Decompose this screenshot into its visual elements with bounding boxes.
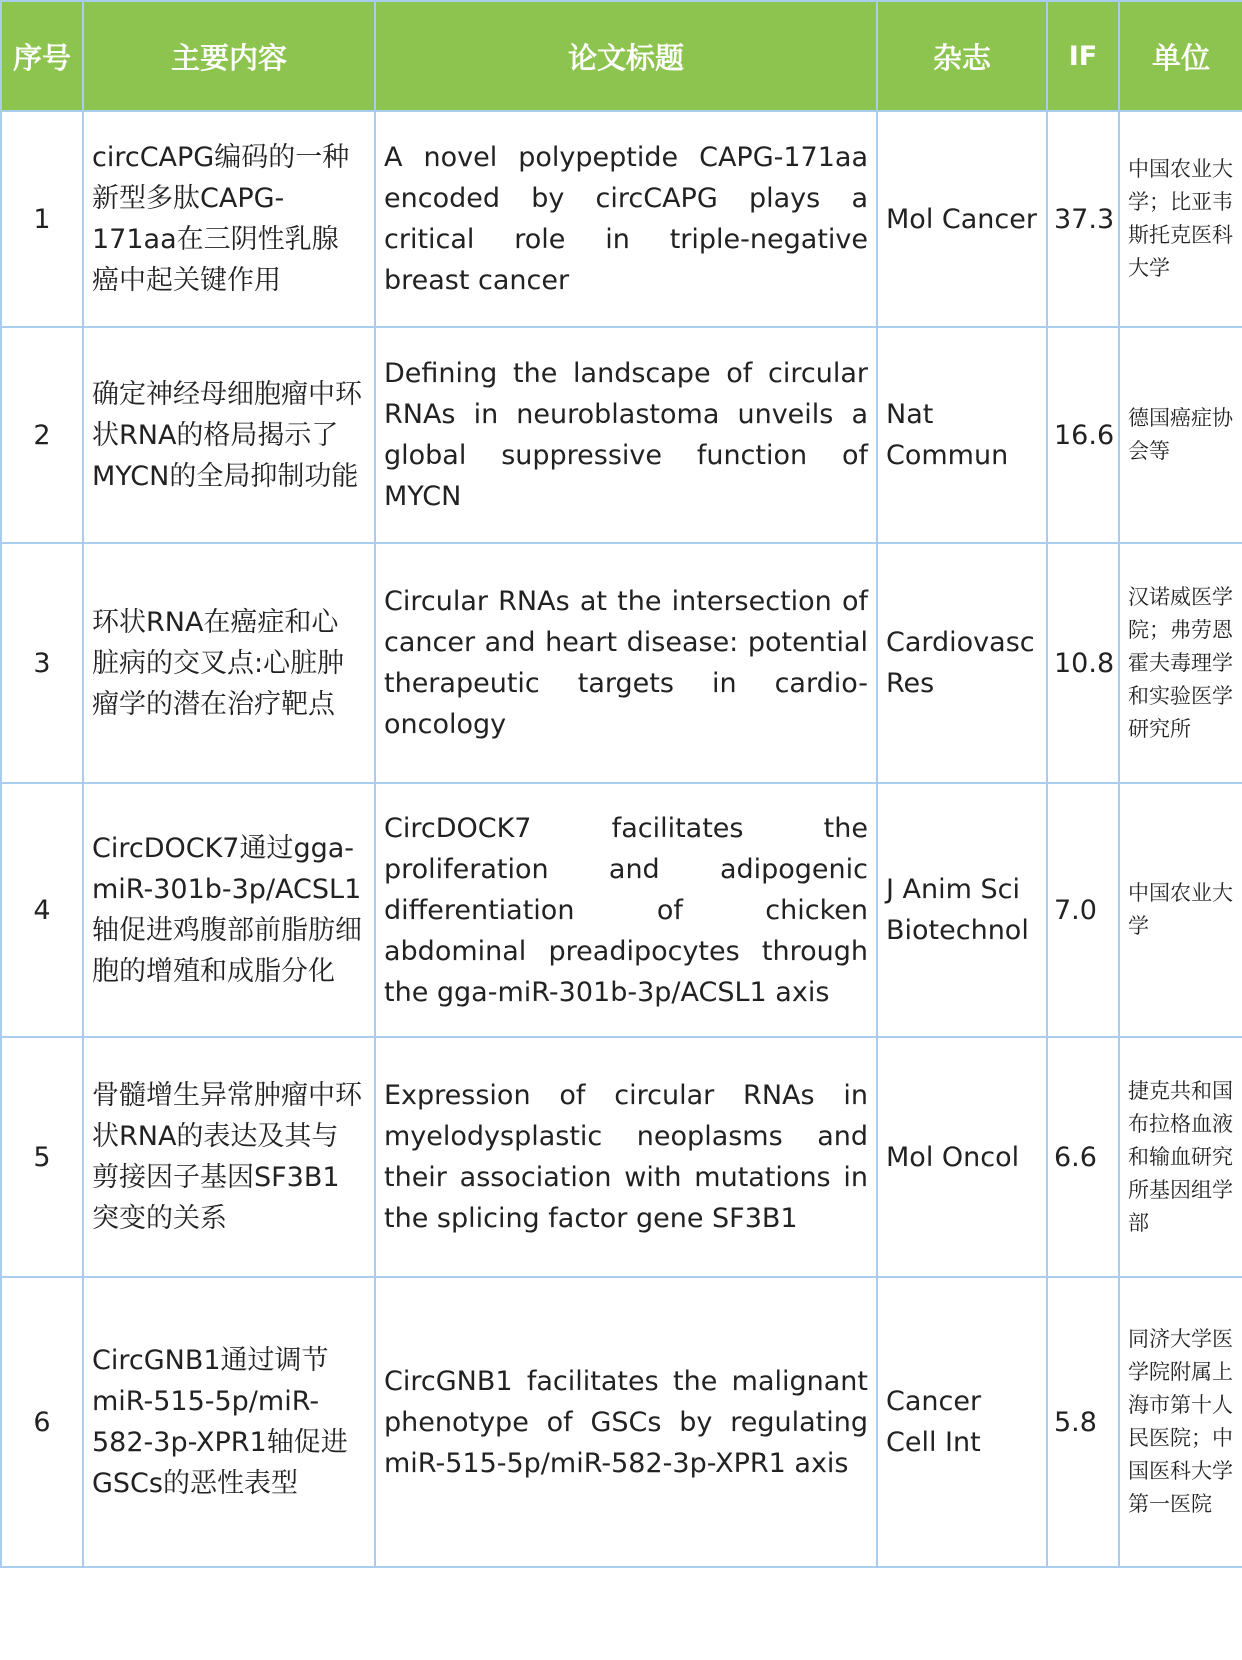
cell-content: 骨髓增生异常肿瘤中环状RNA的表达及其与剪接因子基因SF3B1突变的关系: [83, 1037, 375, 1277]
cell-no: 5: [1, 1037, 83, 1277]
header-title: 论文标题: [375, 1, 877, 111]
cell-unit: 汉诺威医学院；弗劳恩霍夫毒理学和实验医学研究所: [1119, 543, 1242, 783]
cell-journal: Cancer Cell Int: [877, 1277, 1047, 1567]
cell-content: 确定神经母细胞瘤中环状RNA的格局揭示了MYCN的全局抑制功能: [83, 327, 375, 543]
cell-unit: 中国农业大学；比亚韦斯托克医科大学: [1119, 111, 1242, 327]
cell-title: CircDOCK7 facilitates the proliferation and adipogenic differentiation of chicken abdominal preadipocytes through the gga-miR-301b-3p/ACSL1 axis: [375, 783, 877, 1037]
cell-if: 5.8: [1047, 1277, 1119, 1567]
table-row: [1, 783, 1242, 1037]
cell-no: 3: [1, 543, 83, 783]
cell-title: Expression of circular RNAs in myelodysplastic neoplasms and their association with mutations in the splicing factor gene SF3B1: [375, 1037, 877, 1277]
table-row: [1, 1037, 1242, 1277]
cell-if: 16.6: [1047, 327, 1119, 543]
cell-journal: Cardiovasc Res: [877, 543, 1047, 783]
cell-content: 环状RNA在癌症和心脏病的交叉点:心脏肿瘤学的潜在治疗靶点: [83, 543, 375, 783]
cell-content: CircDOCK7通过gga-miR-301b-3p/ACSL1轴促进鸡腹部前脂肪细胞的增殖和成脂分化: [83, 783, 375, 1037]
header-no: 序号: [1, 1, 83, 111]
header-row: [1, 1, 1242, 111]
cell-content: CircGNB1通过调节miR-515-5p/miR-582-3p-XPR1轴促进GSCs的恶性表型: [83, 1277, 375, 1567]
cell-journal: Nat Commun: [877, 327, 1047, 543]
cell-no: 1: [1, 111, 83, 327]
cell-if: 10.8: [1047, 543, 1119, 783]
cell-title: Circular RNAs at the intersection of cancer and heart disease: potential therapeutic targets in cardio-oncology: [375, 543, 877, 783]
header-journal: 杂志: [877, 1, 1047, 111]
cell-no: 4: [1, 783, 83, 1037]
cell-journal: Mol Oncol: [877, 1037, 1047, 1277]
cell-journal: J Anim Sci Biotechnol: [877, 783, 1047, 1037]
header-content: 主要内容: [83, 1, 375, 111]
cell-unit: 中国农业大学: [1119, 783, 1242, 1037]
cell-title: Defining the landscape of circular RNAs in neuroblastoma unveils a global suppressive function of MYCN: [375, 327, 877, 543]
cell-if: 37.3: [1047, 111, 1119, 327]
table-row: [1, 543, 1242, 783]
cell-journal: Mol Cancer: [877, 111, 1047, 327]
header-unit: 单位: [1119, 1, 1242, 111]
cell-title: A novel polypeptide CAPG-171aa encoded by circCAPG plays a critical role in triple-negative breast cancer: [375, 111, 877, 327]
cell-title: CircGNB1 facilitates the malignant phenotype of GSCs by regulating miR-515-5p/miR-582-3p-XPR1 axis: [375, 1277, 877, 1567]
cell-unit: 德国癌症协会等: [1119, 327, 1242, 543]
table-row: [1, 1277, 1242, 1567]
header-if: IF: [1047, 1, 1119, 111]
cell-unit: 同济大学医学院附属上海市第十人民医院；中国医科大学第一医院: [1119, 1277, 1242, 1567]
cell-unit: 捷克共和国布拉格血液和输血研究所基因组学部: [1119, 1037, 1242, 1277]
cell-content: circCAPG编码的一种新型多肽CAPG-171aa在三阴性乳腺癌中起关键作用: [83, 111, 375, 327]
table-row: [1, 111, 1242, 327]
cell-no: 6: [1, 1277, 83, 1567]
cell-if: 7.0: [1047, 783, 1119, 1037]
cell-no: 2: [1, 327, 83, 543]
cell-if: 6.6: [1047, 1037, 1119, 1277]
table-row: [1, 327, 1242, 543]
